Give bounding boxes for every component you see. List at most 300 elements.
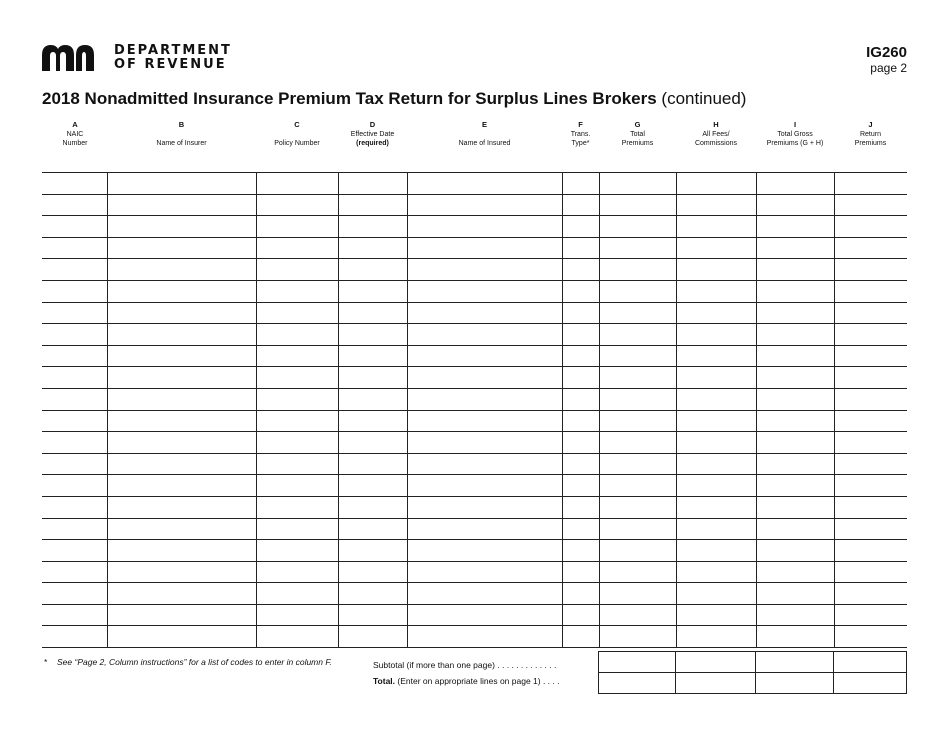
insured-name-cell[interactable] (407, 410, 562, 432)
fees-commissions-cell[interactable] (676, 453, 756, 475)
total-total-premiums-field[interactable] (599, 673, 676, 694)
trans-type-cell[interactable] (562, 324, 599, 346)
logo-line-1: DEPARTMENT (114, 43, 232, 58)
column-header-c (256, 120, 338, 148)
column-label-line1: Total (630, 131, 645, 138)
total-gross-premiums-cell[interactable] (756, 453, 834, 475)
table-row (42, 410, 907, 432)
effective-date-cell[interactable] (338, 367, 407, 389)
insurer-name-cell[interactable] (107, 280, 256, 302)
subtotal-label: Subtotal (if more than one page) . . . . . . . . . . . . . (373, 660, 557, 670)
insurer-name-cell[interactable] (107, 259, 256, 281)
insured-name-cell[interactable] (407, 259, 562, 281)
column-header-d (338, 120, 407, 148)
insurer-name-cell[interactable] (107, 475, 256, 497)
insurer-name-cell[interactable] (107, 173, 256, 195)
trans-type-cell[interactable] (562, 518, 599, 540)
insurer-name-cell[interactable] (107, 496, 256, 518)
naic-number-cell[interactable] (42, 453, 107, 475)
total-gross-premiums-cell[interactable] (756, 367, 834, 389)
total-premiums-cell[interactable] (599, 561, 676, 583)
trans-type-cell[interactable] (562, 259, 599, 281)
total-gross-premiums-cell[interactable] (756, 280, 834, 302)
return-premiums-cell[interactable] (834, 259, 907, 281)
policy-number-cell[interactable] (256, 237, 338, 259)
total-premiums-cell[interactable] (599, 475, 676, 497)
subtotal-return-premiums-field[interactable] (834, 652, 907, 673)
total-gross-premiums-field[interactable] (756, 673, 834, 694)
table-row (42, 432, 907, 454)
insurer-name-cell[interactable] (107, 540, 256, 562)
effective-date-cell[interactable] (338, 453, 407, 475)
return-premiums-cell[interactable] (834, 237, 907, 259)
return-premiums-cell[interactable] (834, 518, 907, 540)
insurer-name-cell[interactable] (107, 410, 256, 432)
trans-type-cell[interactable] (562, 561, 599, 583)
total-gross-premiums-cell[interactable] (756, 216, 834, 238)
table-row (42, 518, 907, 540)
trans-type-cell[interactable] (562, 388, 599, 410)
insurer-name-cell[interactable] (107, 583, 256, 605)
column-letter: I (793, 120, 797, 129)
column-letter: G (634, 120, 641, 129)
naic-number-cell[interactable] (42, 345, 107, 367)
table-row (42, 540, 907, 562)
trans-type-cell[interactable] (562, 237, 599, 259)
form-title (42, 89, 746, 109)
naic-number-cell[interactable] (42, 410, 107, 432)
footnote-marker: * (44, 657, 48, 667)
trans-type-cell[interactable] (562, 173, 599, 195)
insurer-name-cell[interactable] (107, 216, 256, 238)
effective-date-cell[interactable] (338, 496, 407, 518)
return-premiums-cell[interactable] (834, 410, 907, 432)
naic-number-cell[interactable] (42, 604, 107, 626)
subtotal-gross-premiums-field[interactable] (756, 652, 834, 673)
effective-date-cell[interactable] (338, 518, 407, 540)
total-gross-premiums-cell[interactable] (756, 345, 834, 367)
mn-revenue-logo (42, 44, 232, 72)
column-header-a (44, 120, 106, 148)
insured-name-cell[interactable] (407, 237, 562, 259)
column-letter: E (481, 120, 487, 129)
return-premiums-cell[interactable] (834, 432, 907, 454)
total-premiums-cell[interactable] (599, 302, 676, 324)
insured-name-cell[interactable] (407, 280, 562, 302)
insurer-name-cell[interactable] (107, 324, 256, 346)
total-gross-premiums-cell[interactable] (756, 302, 834, 324)
insurer-name-cell[interactable] (107, 518, 256, 540)
table-row (42, 324, 907, 346)
trans-type-cell[interactable] (562, 496, 599, 518)
total-premiums-cell[interactable] (599, 324, 676, 346)
column-letter: B (178, 120, 185, 129)
effective-date-cell[interactable] (338, 173, 407, 195)
policy-number-cell[interactable] (256, 194, 338, 216)
total-premiums-cell[interactable] (599, 410, 676, 432)
return-premiums-cell[interactable] (834, 540, 907, 562)
fees-commissions-cell[interactable] (676, 496, 756, 518)
total-premiums-cell[interactable] (599, 496, 676, 518)
column-label-line2: Number (62, 140, 88, 147)
effective-date-cell[interactable] (338, 388, 407, 410)
table-row (42, 280, 907, 302)
total-label-rest: (Enter on appropriate lines on page 1) . . . . (395, 676, 560, 686)
fees-commissions-cell[interactable] (676, 259, 756, 281)
return-premiums-cell[interactable] (834, 561, 907, 583)
effective-date-cell[interactable] (338, 475, 407, 497)
effective-date-cell[interactable] (338, 626, 407, 648)
mn-logo-icon (42, 45, 106, 71)
trans-type-cell[interactable] (562, 280, 599, 302)
table-row (42, 237, 907, 259)
fees-commissions-cell[interactable] (676, 216, 756, 238)
trans-type-cell[interactable] (562, 453, 599, 475)
naic-number-cell[interactable] (42, 432, 107, 454)
total-premiums-cell[interactable] (599, 583, 676, 605)
total-premiums-cell[interactable] (599, 345, 676, 367)
subtotal-total-premiums-field[interactable] (599, 652, 676, 673)
return-premiums-cell[interactable] (834, 173, 907, 195)
policy-number-cell[interactable] (256, 173, 338, 195)
policy-number-cell[interactable] (256, 432, 338, 454)
total-gross-premiums-cell[interactable] (756, 237, 834, 259)
column-label-line2: Name of Insured (458, 140, 511, 147)
effective-date-cell[interactable] (338, 259, 407, 281)
trans-type-cell[interactable] (562, 583, 599, 605)
insured-name-cell[interactable] (407, 388, 562, 410)
fees-commissions-cell[interactable] (676, 280, 756, 302)
table-row (42, 561, 907, 583)
column-label-line1: Return (859, 131, 881, 138)
policy-number-cell[interactable] (256, 518, 338, 540)
policy-number-cell[interactable] (256, 324, 338, 346)
trans-type-cell[interactable] (562, 475, 599, 497)
column-header-i (756, 120, 834, 148)
effective-date-cell[interactable] (338, 324, 407, 346)
insurer-name-cell[interactable] (107, 626, 256, 648)
effective-date-cell[interactable] (338, 410, 407, 432)
total-premiums-cell[interactable] (599, 540, 676, 562)
insurer-name-cell[interactable] (107, 302, 256, 324)
insured-name-cell[interactable] (407, 561, 562, 583)
policy-number-cell[interactable] (256, 475, 338, 497)
total-label (373, 676, 559, 686)
table-row (42, 388, 907, 410)
effective-date-cell[interactable] (338, 216, 407, 238)
fees-commissions-cell[interactable] (676, 583, 756, 605)
naic-number-cell[interactable] (42, 259, 107, 281)
return-premiums-cell[interactable] (834, 604, 907, 626)
form-number: IG260 (866, 44, 907, 61)
total-premiums-cell[interactable] (599, 280, 676, 302)
total-label-bold: Total. (373, 676, 396, 686)
insured-name-cell[interactable] (407, 302, 562, 324)
trans-type-cell[interactable] (562, 626, 599, 648)
fees-commissions-cell[interactable] (676, 604, 756, 626)
policy-number-cell[interactable] (256, 496, 338, 518)
trans-type-cell[interactable] (562, 604, 599, 626)
trans-type-cell[interactable] (562, 410, 599, 432)
fees-commissions-cell[interactable] (676, 540, 756, 562)
insured-name-cell[interactable] (407, 194, 562, 216)
column-label-line1: All Fees/ (702, 131, 730, 138)
insurer-name-cell[interactable] (107, 432, 256, 454)
fees-commissions-cell[interactable] (676, 388, 756, 410)
insured-name-cell[interactable] (407, 583, 562, 605)
insurer-name-cell[interactable] (107, 604, 256, 626)
total-premiums-cell[interactable] (599, 453, 676, 475)
naic-number-cell[interactable] (42, 561, 107, 583)
column-label-line2: (required) (356, 140, 389, 147)
table-row (42, 496, 907, 518)
effective-date-cell[interactable] (338, 237, 407, 259)
return-premiums-cell[interactable] (834, 367, 907, 389)
insured-name-cell[interactable] (407, 626, 562, 648)
total-gross-premiums-cell[interactable] (756, 518, 834, 540)
policy-number-cell[interactable] (256, 259, 338, 281)
total-gross-premiums-cell[interactable] (756, 561, 834, 583)
return-premiums-cell[interactable] (834, 280, 907, 302)
naic-number-cell[interactable] (42, 583, 107, 605)
fees-commissions-cell[interactable] (676, 518, 756, 540)
total-return-premiums-field[interactable] (834, 673, 907, 694)
table-row (42, 475, 907, 497)
total-premiums-cell[interactable] (599, 237, 676, 259)
total-premiums-cell[interactable] (599, 194, 676, 216)
column-label-line1: Effective Date (350, 131, 395, 138)
trans-type-cell[interactable] (562, 194, 599, 216)
naic-number-cell[interactable] (42, 302, 107, 324)
return-premiums-cell[interactable] (834, 324, 907, 346)
insured-name-cell[interactable] (407, 518, 562, 540)
column-label-line1: Trans. (570, 131, 591, 138)
column-header-j (834, 120, 907, 148)
column-label-line2: Policy Number (274, 140, 320, 147)
policy-number-cell[interactable] (256, 345, 338, 367)
column-label-line2: Premiums (G + H) (766, 140, 824, 147)
trans-type-cell[interactable] (562, 216, 599, 238)
total-premiums-cell[interactable] (599, 216, 676, 238)
total-premiums-cell[interactable] (599, 432, 676, 454)
naic-number-cell[interactable] (42, 518, 107, 540)
insured-name-cell[interactable] (407, 367, 562, 389)
total-gross-premiums-cell[interactable] (756, 410, 834, 432)
total-row (598, 672, 907, 694)
effective-date-cell[interactable] (338, 194, 407, 216)
column-label-line1: NAIC (66, 131, 84, 138)
fees-commissions-cell[interactable] (676, 173, 756, 195)
trans-type-cell[interactable] (562, 367, 599, 389)
total-premiums-cell[interactable] (599, 173, 676, 195)
insured-name-cell[interactable] (407, 432, 562, 454)
policy-number-cell[interactable] (256, 626, 338, 648)
naic-number-cell[interactable] (42, 194, 107, 216)
trans-type-cell[interactable] (562, 345, 599, 367)
insured-name-cell[interactable] (407, 173, 562, 195)
page-number: page 2 (870, 61, 907, 75)
policy-number-cell[interactable] (256, 280, 338, 302)
total-premiums-cell[interactable] (599, 518, 676, 540)
total-gross-premiums-cell[interactable] (756, 540, 834, 562)
fees-commissions-cell[interactable] (676, 561, 756, 583)
total-gross-premiums-cell[interactable] (756, 604, 834, 626)
insured-name-cell[interactable] (407, 324, 562, 346)
fees-commissions-cell[interactable] (676, 345, 756, 367)
policy-number-cell[interactable] (256, 216, 338, 238)
return-premiums-cell[interactable] (834, 216, 907, 238)
trans-type-cell[interactable] (562, 540, 599, 562)
insured-name-cell[interactable] (407, 216, 562, 238)
total-premiums-cell[interactable] (599, 367, 676, 389)
effective-date-cell[interactable] (338, 345, 407, 367)
policy-number-cell[interactable] (256, 302, 338, 324)
column-letter: J (868, 120, 873, 129)
form-title-suffix: (continued) (661, 89, 747, 108)
column-header-f (562, 120, 599, 148)
insurer-name-cell[interactable] (107, 345, 256, 367)
insured-name-cell[interactable] (407, 604, 562, 626)
table-row (42, 302, 907, 324)
column-header-h (676, 120, 756, 148)
return-premiums-cell[interactable] (834, 496, 907, 518)
total-gross-premiums-cell[interactable] (756, 173, 834, 195)
fees-commissions-cell[interactable] (676, 626, 756, 648)
naic-number-cell[interactable] (42, 388, 107, 410)
return-premiums-cell[interactable] (834, 388, 907, 410)
total-gross-premiums-cell[interactable] (756, 475, 834, 497)
naic-number-cell[interactable] (42, 324, 107, 346)
naic-number-cell[interactable] (42, 280, 107, 302)
naic-number-cell[interactable] (42, 367, 107, 389)
column-label-line2: Premiums (621, 140, 654, 147)
insurer-name-cell[interactable] (107, 561, 256, 583)
insured-name-cell[interactable] (407, 540, 562, 562)
table-row (42, 173, 907, 195)
insurer-name-cell[interactable] (107, 388, 256, 410)
return-premiums-cell[interactable] (834, 194, 907, 216)
total-fees-field[interactable] (676, 673, 756, 694)
total-gross-premiums-cell[interactable] (756, 583, 834, 605)
return-premiums-cell[interactable] (834, 453, 907, 475)
total-gross-premiums-cell[interactable] (756, 324, 834, 346)
insured-name-cell[interactable] (407, 453, 562, 475)
policy-number-cell[interactable] (256, 388, 338, 410)
policy-number-cell[interactable] (256, 410, 338, 432)
return-premiums-cell[interactable] (834, 475, 907, 497)
trans-type-cell[interactable] (562, 432, 599, 454)
effective-date-cell[interactable] (338, 540, 407, 562)
naic-number-cell[interactable] (42, 475, 107, 497)
naic-number-cell[interactable] (42, 173, 107, 195)
effective-date-cell[interactable] (338, 561, 407, 583)
table-row (42, 583, 907, 605)
insurer-name-cell[interactable] (107, 453, 256, 475)
naic-number-cell[interactable] (42, 496, 107, 518)
trans-type-cell[interactable] (562, 302, 599, 324)
fees-commissions-cell[interactable] (676, 237, 756, 259)
table-row (42, 345, 907, 367)
insured-name-cell[interactable] (407, 345, 562, 367)
total-gross-premiums-cell[interactable] (756, 194, 834, 216)
total-premiums-cell[interactable] (599, 259, 676, 281)
column-letter: A (72, 120, 78, 129)
policy-number-cell[interactable] (256, 583, 338, 605)
effective-date-cell[interactable] (338, 302, 407, 324)
column-letter: C (294, 120, 300, 129)
table-row (42, 216, 907, 238)
fees-commissions-cell[interactable] (676, 475, 756, 497)
return-premiums-cell[interactable] (834, 345, 907, 367)
table-row (42, 626, 907, 648)
fees-commissions-cell[interactable] (676, 194, 756, 216)
policy-number-cell[interactable] (256, 604, 338, 626)
fees-commissions-cell[interactable] (676, 302, 756, 324)
fees-commissions-cell[interactable] (676, 432, 756, 454)
column-label-line2: Premiums (854, 140, 887, 147)
form-id-block (866, 44, 907, 76)
total-gross-premiums-cell[interactable] (756, 432, 834, 454)
naic-number-cell[interactable] (42, 540, 107, 562)
subtotal-row (598, 651, 907, 673)
column-letter: D (369, 120, 376, 129)
policy-number-cell[interactable] (256, 453, 338, 475)
insured-name-cell[interactable] (407, 496, 562, 518)
policy-number-cell[interactable] (256, 561, 338, 583)
insurer-name-cell[interactable] (107, 237, 256, 259)
column-label-line2: Name of Insurer (156, 140, 207, 147)
column-label-line2: Type* (571, 140, 590, 147)
subtotal-fees-field[interactable] (676, 652, 756, 673)
table-row (42, 367, 907, 389)
return-premiums-cell[interactable] (834, 583, 907, 605)
effective-date-cell[interactable] (338, 604, 407, 626)
naic-number-cell[interactable] (42, 237, 107, 259)
total-gross-premiums-cell[interactable] (756, 259, 834, 281)
fees-commissions-cell[interactable] (676, 410, 756, 432)
policy-number-cell[interactable] (256, 540, 338, 562)
entry-table-body (42, 173, 907, 648)
logo-line-2: OF REVENUE (114, 57, 227, 72)
return-premiums-cell[interactable] (834, 626, 907, 648)
total-premiums-cell[interactable] (599, 626, 676, 648)
effective-date-cell[interactable] (338, 280, 407, 302)
effective-date-cell[interactable] (338, 583, 407, 605)
fees-commissions-cell[interactable] (676, 324, 756, 346)
insurer-name-cell[interactable] (107, 367, 256, 389)
effective-date-cell[interactable] (338, 432, 407, 454)
column-label-line1: Total Gross (777, 131, 813, 138)
footnote (42, 657, 342, 668)
naic-number-cell[interactable] (42, 216, 107, 238)
footnote-text: See “Page 2, Column instructions” for a list of codes to enter in column F. (57, 657, 332, 667)
insurer-name-cell[interactable] (107, 194, 256, 216)
column-letter: H (713, 120, 719, 129)
fees-commissions-cell[interactable] (676, 367, 756, 389)
return-premiums-cell[interactable] (834, 302, 907, 324)
column-letter: F (578, 120, 583, 129)
total-premiums-cell[interactable] (599, 388, 676, 410)
table-row (42, 453, 907, 475)
total-gross-premiums-cell[interactable] (756, 388, 834, 410)
table-row (42, 604, 907, 626)
policy-number-cell[interactable] (256, 367, 338, 389)
total-gross-premiums-cell[interactable] (756, 496, 834, 518)
total-gross-premiums-cell[interactable] (756, 626, 834, 648)
naic-number-cell[interactable] (42, 626, 107, 648)
total-premiums-cell[interactable] (599, 604, 676, 626)
insured-name-cell[interactable] (407, 475, 562, 497)
